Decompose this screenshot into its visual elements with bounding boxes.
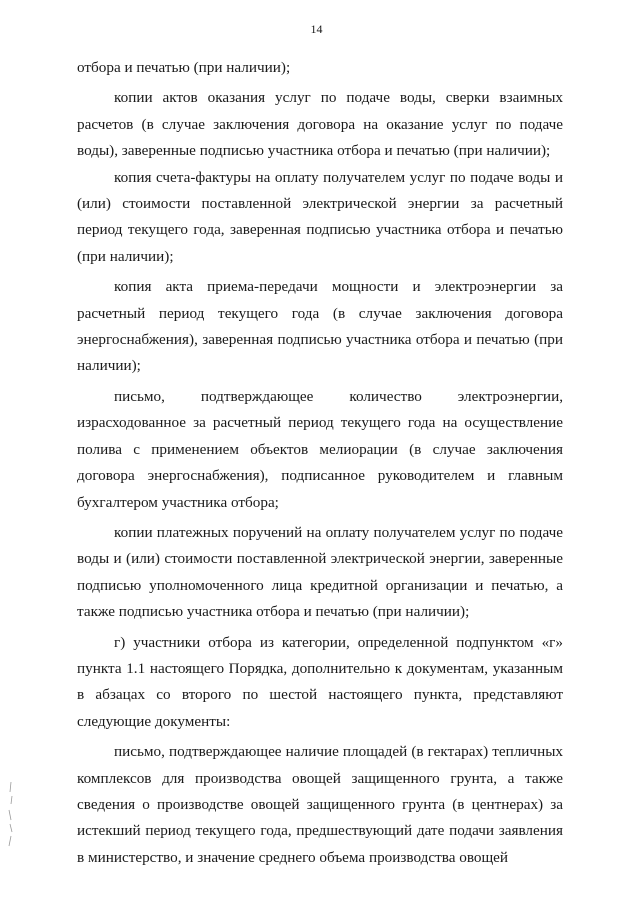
paragraph-continuation: отбора и печатью (при наличии); [77, 59, 291, 76]
paragraph-payment-orders: копии платежных поручений на оплату получателем услуг по подаче воды и (или) стоимости поставленной электрической энергии, заверенные подписью уполномоченного лица кредитной организации и печатью, а также подписью участника отбора и печатью (при наличии); [77, 523, 563, 621]
paragraph-invoice-copy: копия счета-фактуры на оплату получателем услуг по подаче воды и (или) стоимости поставленной электрической энергии за расчетный период текущего года, заверенная подписью участника отбора и печатью (при наличии); [77, 168, 563, 265]
paragraph-power-transfer-act: копия акта приема-передачи мощности и электроэнергии за расчетный период текущего года (в случае заключения договора энергоснабжения), заверенная подписью участника отбора и печатью (при наличии); [77, 278, 563, 375]
document-body [77, 55, 563, 871]
scan-margin-mark [6, 780, 16, 850]
paragraph-category-g: г) участники отбора из категории, определенной подпунктом «г» пункта 1.1 настоящего Порядка, дополнительно к документам, указанным в абзацах со второго по шестой настоящего пункта, представляют следующие документы: [77, 633, 563, 730]
paragraph-electricity-letter: письмо, подтверждающее количество электроэнергии, израсходованное за расчетный период текущего года на осуществление полива с применением объектов мелиорации (в случае заключения договора энергоснабжения), подписанное руководителем и главным бухгалтером участника отбора; [77, 387, 563, 511]
paragraph-greenhouse-letter: письмо, подтверждающее наличие площадей (в гектарах) тепличных комплексов для производства овощей защищенного грунта, а также сведения о производстве овощей защищенного грунта (в центнерах) за истекший период текущего года, предшествующий дате подачи заявления в министерство, и значение среднего объема производства овощей [77, 743, 563, 866]
paragraph-service-acts: копии актов оказания услуг по подаче воды, сверки взаимных расчетов (в случае заключения договора на оказание услуг по подаче воды), заверенные подписью участника отбора и печатью (при наличии); [77, 89, 563, 160]
page-number: 14 [310, 22, 323, 36]
